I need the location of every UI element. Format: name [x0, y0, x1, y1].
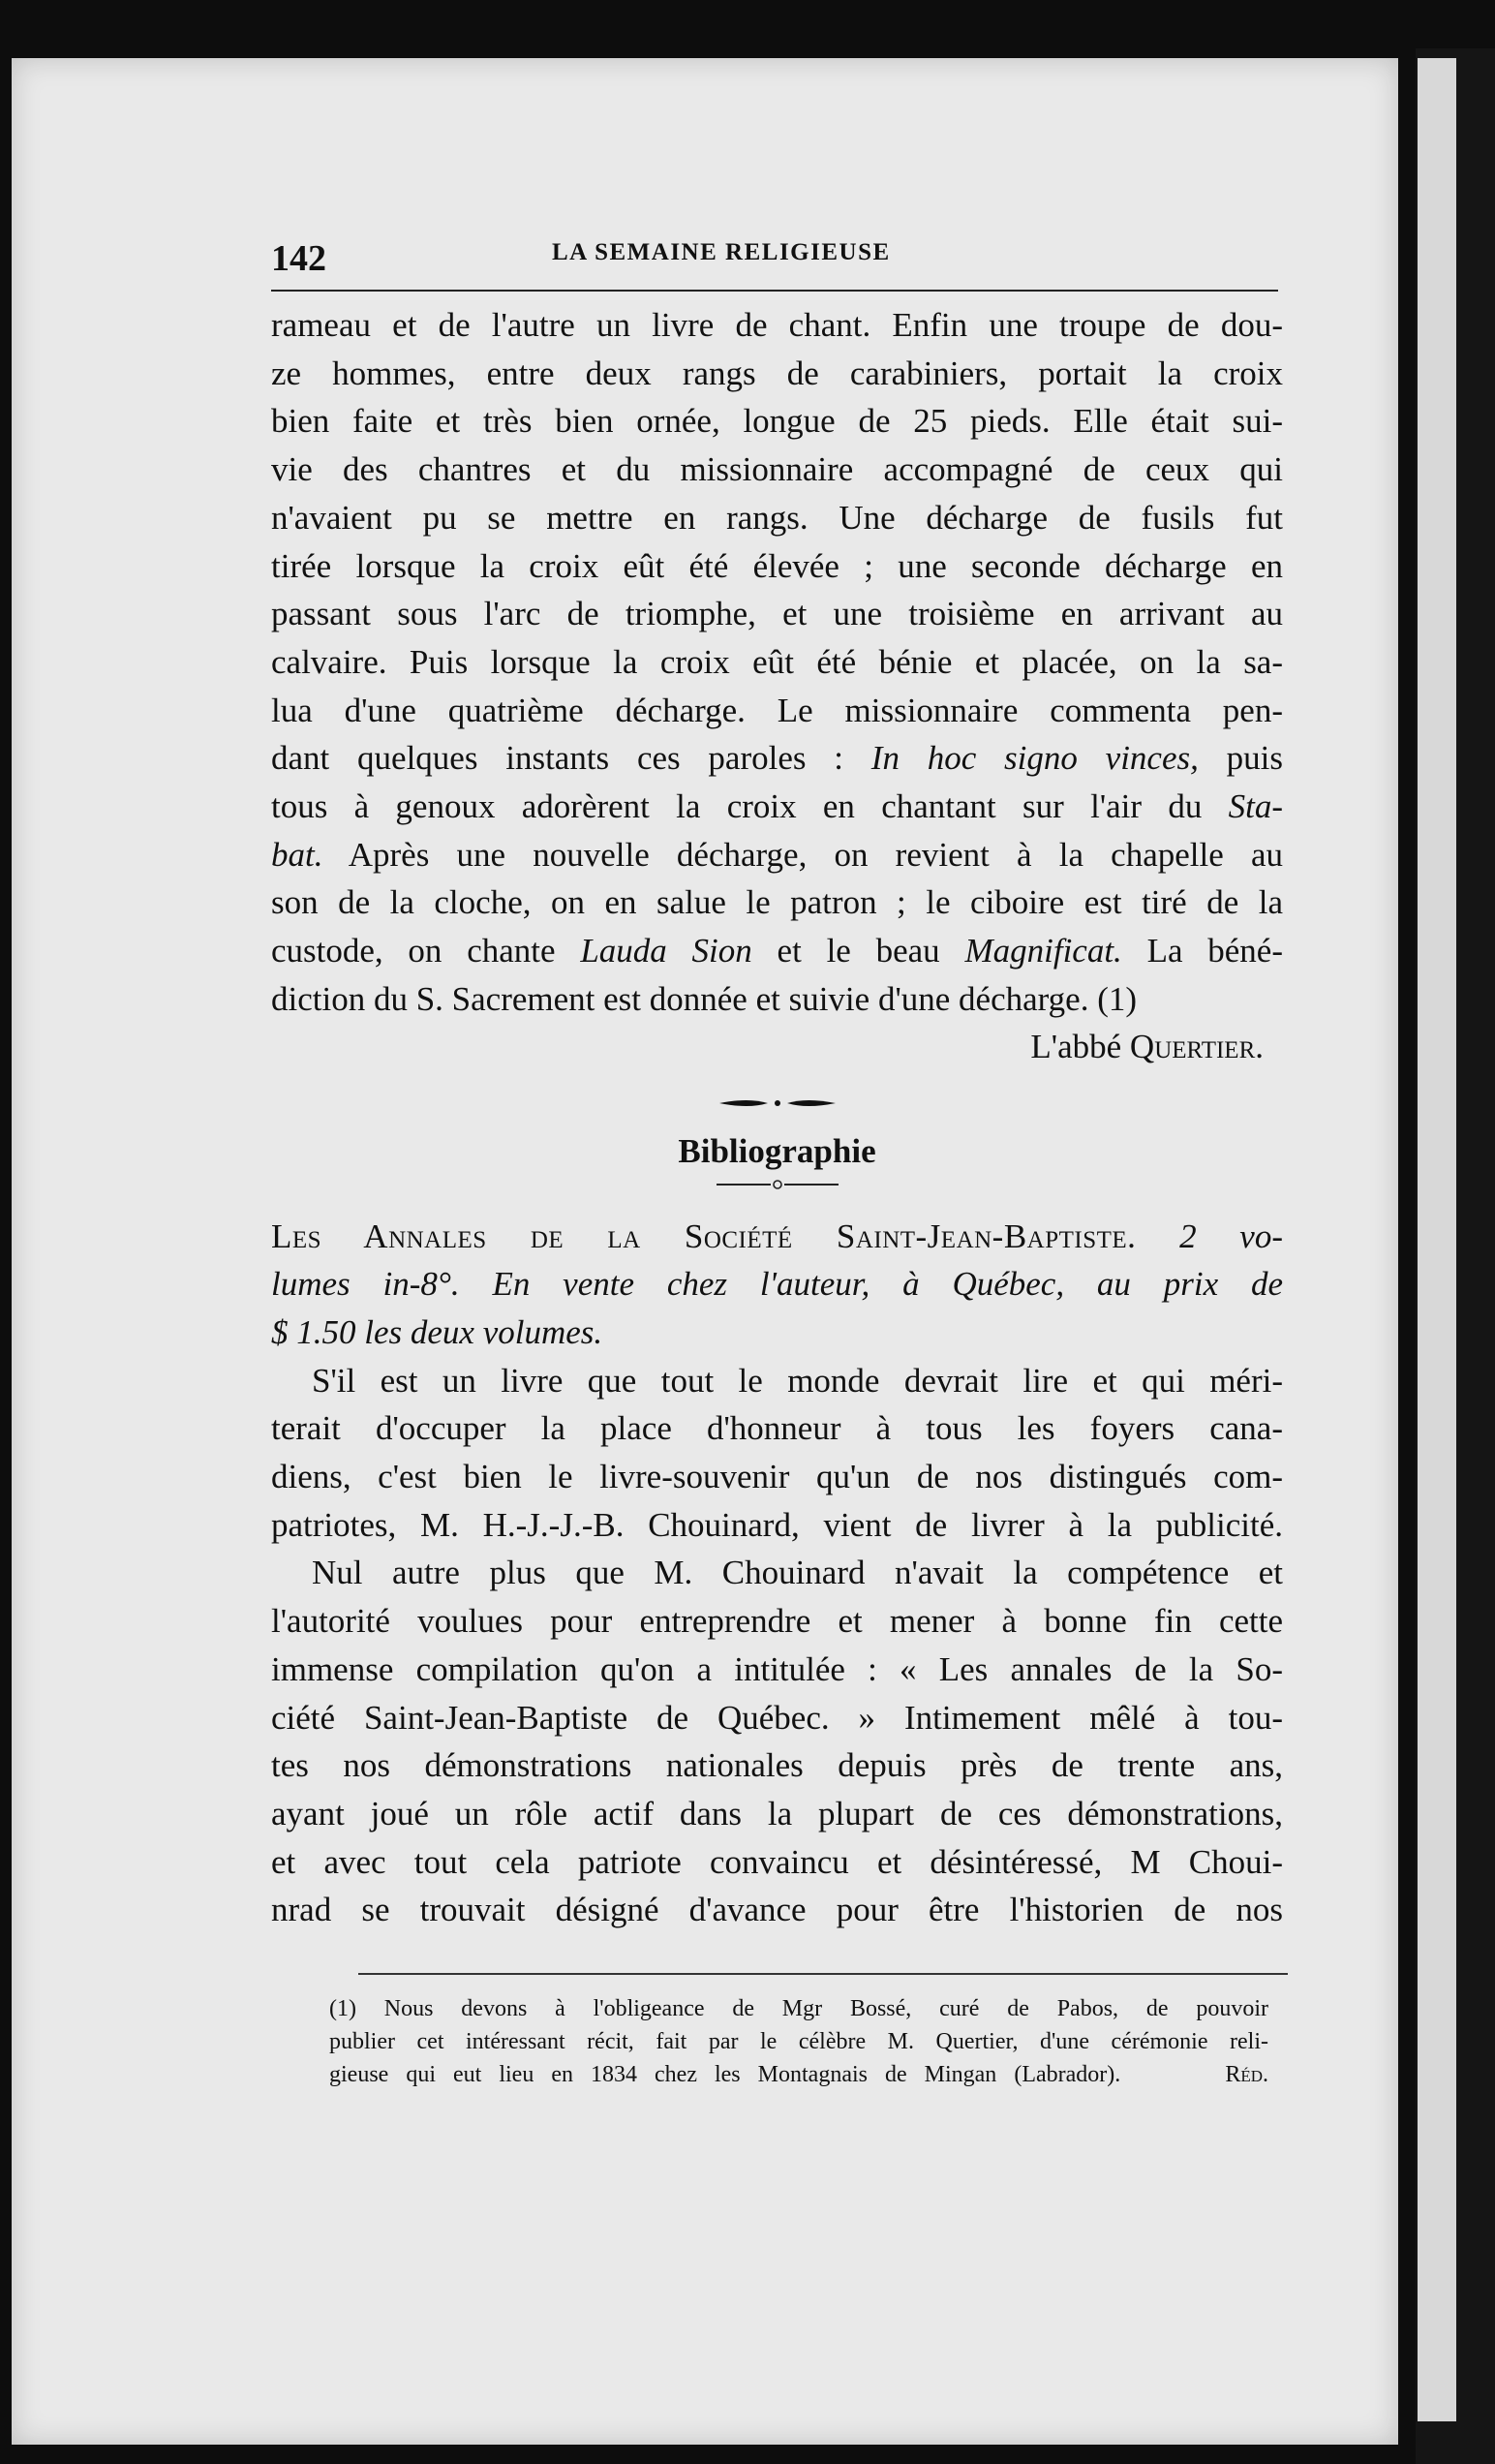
text-line: tes nos démonstrations nationales depuis près de trente ans,	[271, 1746, 1283, 1785]
next-page-edge	[1418, 58, 1456, 2421]
text-line: l'autorité voulues pour entreprendre et mener à bonne fin cette	[271, 1602, 1283, 1641]
header-rule	[271, 290, 1278, 292]
book-details: lumes in-8°. En vente chez l'auteur, à Québec, au prix de	[271, 1265, 1283, 1304]
footnote-signoff: Réd.	[1225, 2062, 1269, 2088]
page-content	[271, 237, 1283, 2091]
text-run: custode, on chante	[271, 932, 581, 970]
text-line	[271, 831, 1283, 879]
text-line: son de la cloche, on en salue le patron ; le ciboire est tiré de la	[271, 883, 1283, 922]
text-run: gieuse qui eut lieu en 1834 chez les Montagnais de Mingan (Labrador).	[329, 2062, 1121, 2088]
text-line: et avec tout cela patriote convaincu et désintéressé, M Choui-	[271, 1842, 1283, 1881]
text-line: immense compilation qu'on a intitulée : « Les annales de la So-	[271, 1649, 1283, 1688]
text-line: lua d'une quatrième décharge. Le missionnaire commenta pen-	[271, 691, 1283, 729]
section-title: Bibliographie	[678, 1131, 876, 1170]
text-run: tous à genoux adorèrent la croix en chantant sur l'air du	[271, 787, 1229, 826]
book-title: Les Annales de la Société Saint-Jean-Baptiste.	[271, 1217, 1137, 1255]
signature-name: Quertier.	[1129, 1027, 1264, 1065]
text-line	[271, 927, 1283, 975]
text-line: S'il est un livre que tout le monde devrait lire et qui méri-	[312, 1361, 1283, 1400]
text-line	[271, 783, 1283, 831]
footnote-rule	[358, 1973, 1288, 1975]
text-line: calvaire. Puis lorsque la croix eût été bénie et placée, on la sa-	[271, 642, 1283, 681]
text-line: terait d'occuper la place d'honneur à tous les foyers cana-	[271, 1409, 1283, 1448]
footnote-line: (1) Nous devons à l'obligeance de Mgr Bossé, curé de Pabos, de pouvoir	[329, 1996, 1268, 2022]
section-ornament	[271, 1093, 1283, 1123]
hymn-title: Magnificat.	[964, 932, 1122, 970]
text-line: diction du S. Sacrement est donnée et suivie d'une décharge. (1)	[271, 979, 1138, 1018]
title-rule	[271, 1177, 1283, 1195]
text-run: puis	[1198, 739, 1283, 778]
text-line: passant sous l'arc de triomphe, et une troisième en arrivant au	[271, 595, 1283, 633]
footnote-line	[329, 2058, 1268, 2091]
continued-paragraph	[271, 301, 1283, 1024]
text-line: rameau et de l'autre un livre de chant. Enfin une troupe de dou-	[271, 306, 1283, 344]
running-title: LA SEMAINE RELIGIEUSE	[552, 239, 891, 265]
page-header	[271, 237, 1283, 284]
author-signature	[271, 1028, 1264, 1066]
text-line: ze hommes, entre deux rangs de carabiniers, portait la croix	[271, 354, 1283, 392]
rule-ornament-icon	[715, 1178, 840, 1191]
signature-prefix: L'abbé	[1030, 1027, 1130, 1065]
text-run: La béné-	[1121, 932, 1283, 970]
text-line: ayant joué un rôle actif dans la plupart de ces démonstrations,	[271, 1794, 1283, 1833]
bibliography-entry	[271, 1213, 1283, 1357]
hymn-title: Sta-	[1228, 787, 1283, 826]
text-line	[271, 1213, 1283, 1261]
text-line: ciété Saint-Jean-Baptiste de Québec. » Intimement mêlé à tou-	[271, 1698, 1283, 1737]
review-paragraph	[271, 1549, 1283, 1934]
text-line: n'avaient pu se mettre en rangs. Une décharge de fusils fut	[271, 498, 1283, 537]
text-line: Nul autre plus que M. Chouinard n'avait la compétence et	[312, 1554, 1283, 1592]
hymn-title: bat.	[271, 835, 323, 874]
review-paragraph	[271, 1357, 1283, 1550]
text-line: patriotes, M. H.-J.-J.-B. Chouinard, vient de livrer à la publicité.	[271, 1505, 1283, 1544]
book-details: 2 vo-	[1136, 1217, 1283, 1255]
text-line: bien faite et très bien ornée, longue de 25 pieds. Elle était sui-	[271, 402, 1283, 441]
text-line	[271, 734, 1283, 783]
text-run: et le beau	[751, 932, 965, 970]
text-line	[271, 1309, 1283, 1357]
text-line	[271, 1260, 1283, 1309]
latin-quote: In hoc signo vinces,	[870, 739, 1199, 778]
footnote	[329, 1992, 1268, 2091]
ornament-icon	[710, 1093, 845, 1113]
text-line: vie des chantres et du missionnaire accompagné de ceux qui	[271, 450, 1283, 489]
hymn-title: Lauda Sion	[580, 932, 752, 970]
text-line: diens, c'est bien le livre-souvenir qu'un de nos distingués com-	[271, 1458, 1283, 1496]
text-line: tirée lorsque la croix eût été élevée ; une seconde décharge en	[271, 546, 1283, 585]
text-run: dant quelques instants ces paroles :	[271, 739, 871, 778]
text-run: Après une nouvelle décharge, on revient à la chapelle au	[322, 835, 1283, 874]
footnote-line: publier cet intéressant récit, fait par le célèbre M. Quertier, d'une cérémonie reli-	[329, 2029, 1268, 2055]
page-number: 142	[271, 238, 326, 279]
book-price: $ 1.50 les deux volumes.	[271, 1312, 603, 1351]
text-line: nrad se trouvait désigné d'avance pour être l'historien de nos	[271, 1891, 1283, 1929]
